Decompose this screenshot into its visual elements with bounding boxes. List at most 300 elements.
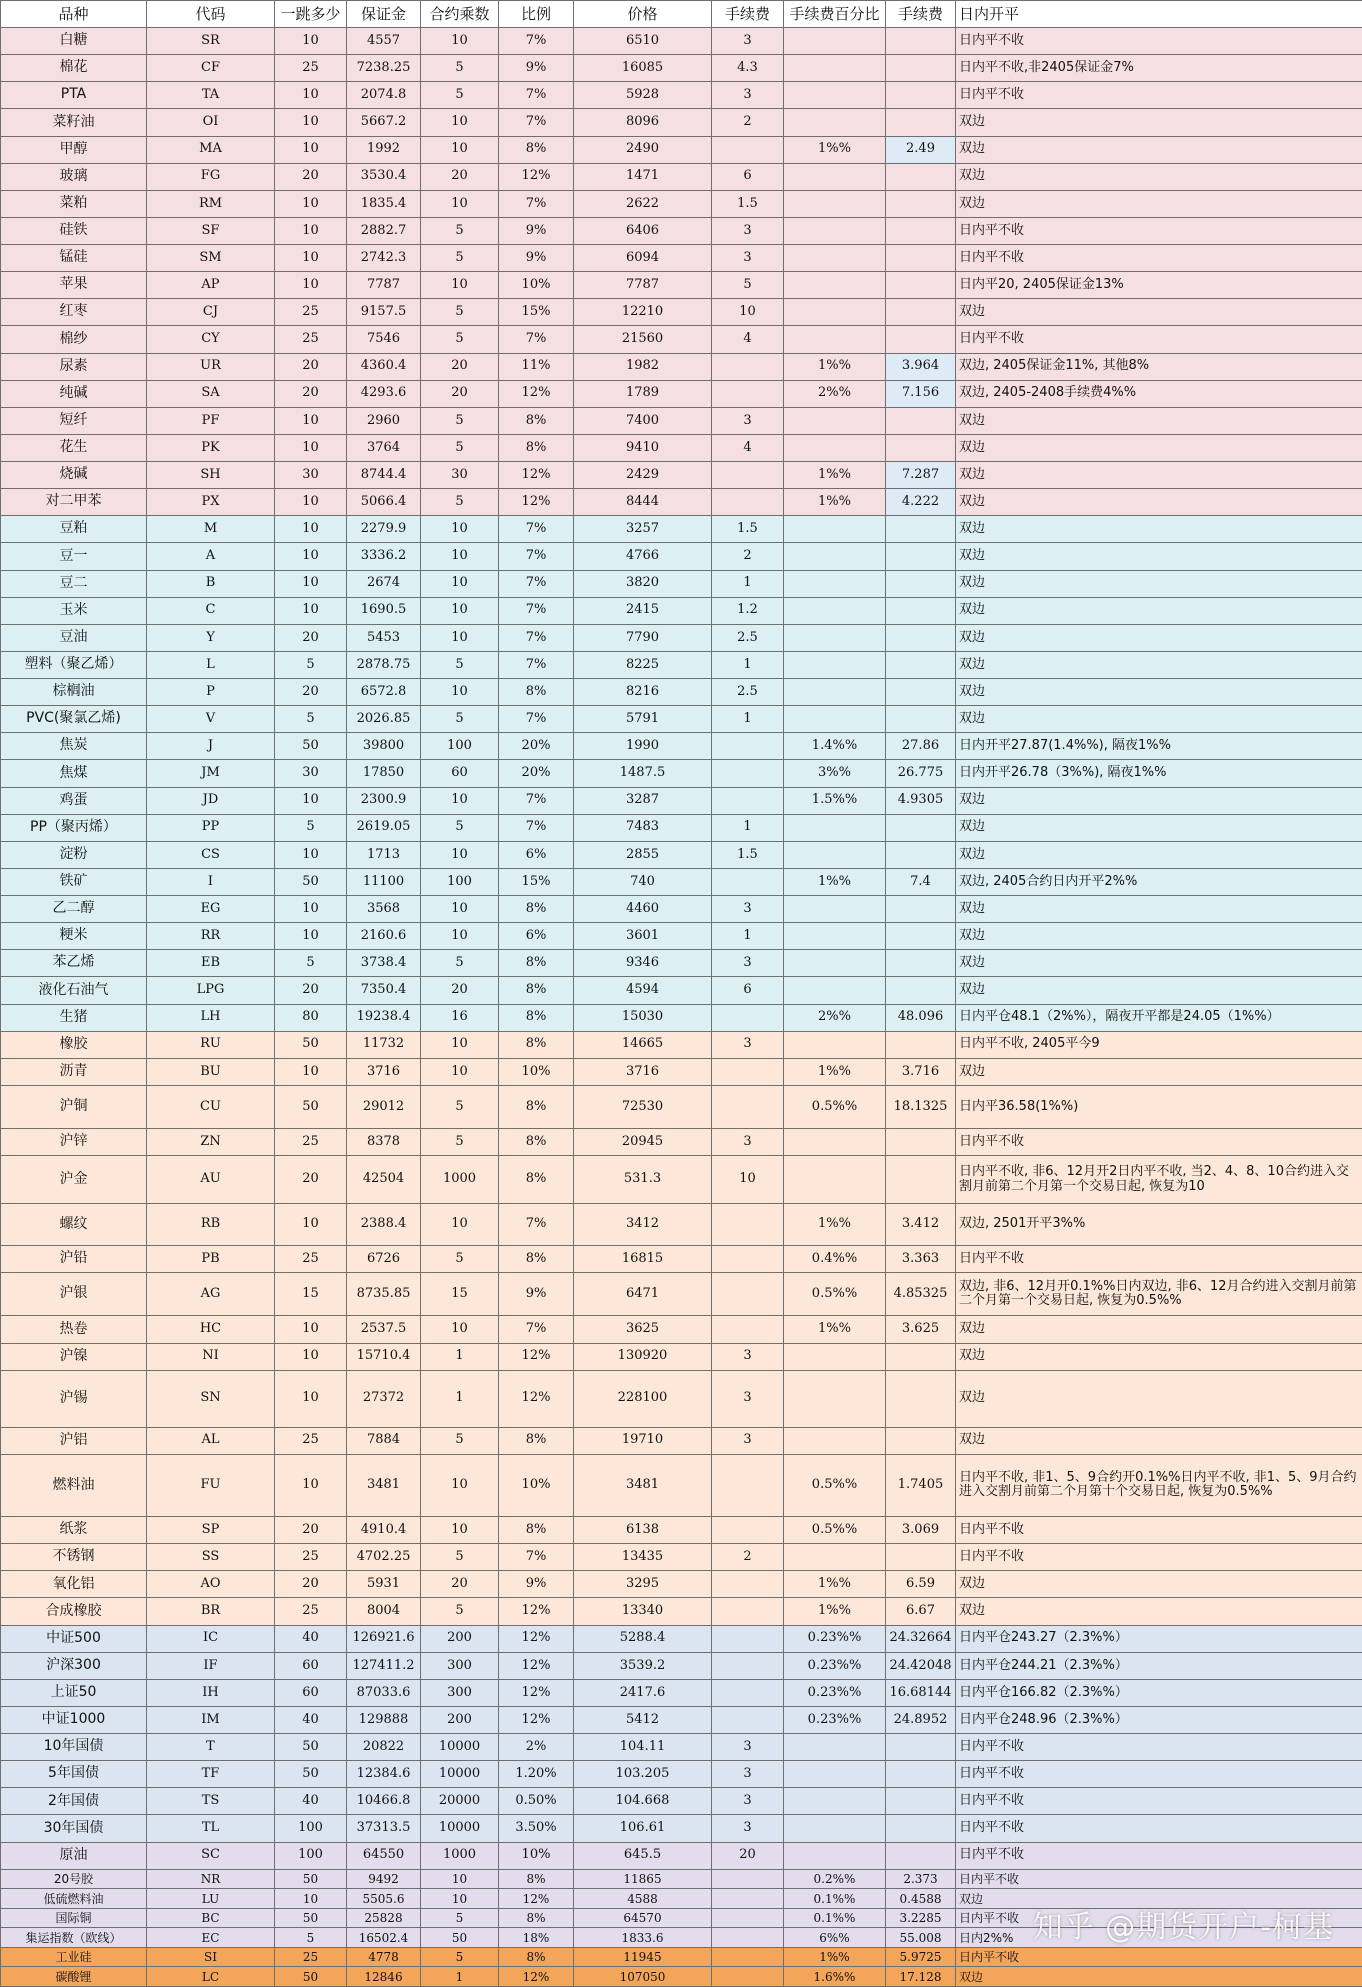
fee	[712, 1679, 784, 1706]
tick-value: 10	[275, 597, 347, 624]
fee: 4.3	[712, 55, 784, 82]
tick-value: 10	[275, 1316, 347, 1343]
price: 19710	[574, 1427, 712, 1454]
table-row	[1, 1203, 1362, 1245]
price: 64570	[574, 1908, 712, 1928]
multiplier: 16	[421, 1004, 499, 1031]
price: 4460	[574, 896, 712, 923]
product-code: CS	[147, 841, 275, 868]
fee: 1.5	[712, 841, 784, 868]
fee-amount: 48.096	[886, 1004, 956, 1031]
multiplier: 300	[421, 1679, 499, 1706]
table-row	[1, 489, 1362, 516]
price: 3287	[574, 787, 712, 814]
tick-value: 50	[275, 1734, 347, 1761]
fee-percent: 6%%	[784, 1928, 886, 1948]
fee: 1	[712, 706, 784, 733]
multiplier: 10	[421, 896, 499, 923]
fee	[712, 1571, 784, 1598]
fee	[712, 1245, 784, 1272]
table-row	[1, 597, 1362, 624]
ratio: 8%	[499, 1004, 574, 1031]
intraday-rule: 日内开平27.87(1.4%%), 隔夜1%%	[956, 733, 1362, 760]
price: 106.61	[574, 1815, 712, 1842]
multiplier: 10	[421, 1058, 499, 1085]
fee-amount: 2.373	[886, 1869, 956, 1889]
fee-amount: 7.287	[886, 462, 956, 489]
margin: 17850	[347, 760, 421, 787]
tick-value: 10	[275, 841, 347, 868]
fee-amount	[886, 1129, 956, 1156]
product-code: EG	[147, 896, 275, 923]
fee: 3	[712, 82, 784, 109]
multiplier: 10	[421, 1889, 499, 1909]
multiplier: 5	[421, 1129, 499, 1156]
price: 7483	[574, 814, 712, 841]
fee-percent	[784, 624, 886, 651]
fee	[712, 868, 784, 895]
table-row	[1, 82, 1362, 109]
tick-value: 10	[275, 272, 347, 299]
multiplier: 10	[421, 787, 499, 814]
table-row	[1, 977, 1362, 1004]
table-row	[1, 299, 1362, 326]
product-name: 螺纹	[1, 1203, 147, 1245]
margin: 7787	[347, 272, 421, 299]
ratio: 8%	[499, 1031, 574, 1058]
fee-percent	[784, 679, 886, 706]
intraday-rule: 双边	[956, 407, 1362, 434]
tick-value: 80	[275, 1004, 347, 1031]
fee	[712, 1889, 784, 1909]
multiplier: 300	[421, 1652, 499, 1679]
header-fee-percent: 手续费百分比	[784, 1, 886, 28]
product-code: AU	[147, 1156, 275, 1203]
price: 13435	[574, 1544, 712, 1571]
fee-percent: 2%%	[784, 380, 886, 407]
ratio: 8%	[499, 1085, 574, 1128]
intraday-rule: 双边, 2405合约日内开平2%%	[956, 868, 1362, 895]
fee	[712, 1928, 784, 1948]
margin: 7884	[347, 1427, 421, 1454]
price: 645.5	[574, 1842, 712, 1869]
table-row	[1, 1706, 1362, 1733]
product-name: 橡胶	[1, 1031, 147, 1058]
intraday-rule: 日内平不收	[956, 1788, 1362, 1815]
table-row	[1, 868, 1362, 895]
ratio: 10%	[499, 1058, 574, 1085]
product-code: OI	[147, 109, 275, 136]
intraday-rule: 双边	[956, 706, 1362, 733]
price: 8216	[574, 679, 712, 706]
tick-value: 40	[275, 1788, 347, 1815]
tick-value: 10	[275, 1203, 347, 1245]
fee-amount	[886, 597, 956, 624]
fee-amount	[886, 272, 956, 299]
product-code: RM	[147, 190, 275, 217]
fee-amount: 18.1325	[886, 1085, 956, 1128]
fee	[712, 136, 784, 163]
intraday-rule: 双边	[956, 136, 1362, 163]
tick-value: 50	[275, 733, 347, 760]
margin: 3336.2	[347, 543, 421, 570]
ratio: 9%	[499, 55, 574, 82]
tick-value: 25	[275, 299, 347, 326]
margin: 2742.3	[347, 245, 421, 272]
multiplier: 5	[421, 651, 499, 678]
product-code: TA	[147, 82, 275, 109]
table-row	[1, 1947, 1362, 1967]
margin: 2388.4	[347, 1203, 421, 1245]
product-name: 5年国债	[1, 1761, 147, 1788]
table-row	[1, 326, 1362, 353]
fee: 3	[712, 896, 784, 923]
table-row	[1, 1815, 1362, 1842]
fee: 3	[712, 1427, 784, 1454]
fee-amount: 6.67	[886, 1598, 956, 1625]
fee-percent	[784, 272, 886, 299]
fee-percent	[784, 1031, 886, 1058]
fee-amount	[886, 109, 956, 136]
fee-percent: 0.23%%	[784, 1679, 886, 1706]
table-row	[1, 1889, 1362, 1909]
ratio: 12%	[499, 1598, 574, 1625]
fee	[712, 1652, 784, 1679]
margin: 4778	[347, 1947, 421, 1967]
intraday-rule: 双边	[956, 1427, 1362, 1454]
tick-value: 10	[275, 1343, 347, 1370]
fee-percent	[784, 1427, 886, 1454]
fee-percent: 0.5%%	[784, 1454, 886, 1516]
table-row	[1, 543, 1362, 570]
intraday-rule: 双边	[956, 462, 1362, 489]
product-name: 集运指数（欧线）	[1, 1928, 147, 1948]
product-name: 沪镍	[1, 1343, 147, 1370]
product-name: 碳酸锂	[1, 1967, 147, 1987]
tick-value: 60	[275, 1652, 347, 1679]
product-code: NI	[147, 1343, 275, 1370]
fee-percent	[784, 1129, 886, 1156]
fee-amount: 7.4	[886, 868, 956, 895]
margin: 11100	[347, 868, 421, 895]
table-row	[1, 1544, 1362, 1571]
multiplier: 10	[421, 190, 499, 217]
multiplier: 5	[421, 1947, 499, 1967]
ratio: 12%	[499, 1370, 574, 1427]
intraday-rule: 日内平不收	[956, 1842, 1362, 1869]
price: 2417.6	[574, 1679, 712, 1706]
tick-value: 100	[275, 1815, 347, 1842]
fee: 6	[712, 977, 784, 1004]
fee: 2.5	[712, 624, 784, 651]
product-code: BU	[147, 1058, 275, 1085]
table-row	[1, 1734, 1362, 1761]
tick-value: 100	[275, 1842, 347, 1869]
fee-percent	[784, 190, 886, 217]
multiplier: 1000	[421, 1156, 499, 1203]
price: 8225	[574, 651, 712, 678]
margin: 12846	[347, 1967, 421, 1987]
multiplier: 10	[421, 516, 499, 543]
ratio: 3.50%	[499, 1815, 574, 1842]
product-code: SP	[147, 1517, 275, 1544]
tick-value: 10	[275, 516, 347, 543]
ratio: 7%	[499, 1203, 574, 1245]
product-name: 棉花	[1, 55, 147, 82]
price: 3257	[574, 516, 712, 543]
margin: 3738.4	[347, 950, 421, 977]
fee-amount	[886, 1156, 956, 1203]
table-row	[1, 814, 1362, 841]
product-code: SA	[147, 380, 275, 407]
product-name: 棉纱	[1, 326, 147, 353]
fee: 3	[712, 245, 784, 272]
ratio: 8%	[499, 1129, 574, 1156]
ratio: 8%	[499, 977, 574, 1004]
tick-value: 10	[275, 190, 347, 217]
fee-amount	[886, 624, 956, 651]
product-name: 尿素	[1, 353, 147, 380]
intraday-rule: 双边	[956, 896, 1362, 923]
product-code: AL	[147, 1427, 275, 1454]
product-code: CJ	[147, 299, 275, 326]
ratio: 8%	[499, 407, 574, 434]
multiplier: 10	[421, 28, 499, 55]
multiplier: 5	[421, 299, 499, 326]
ratio: 20%	[499, 733, 574, 760]
fee-percent: 1.4%%	[784, 733, 886, 760]
price: 5791	[574, 706, 712, 733]
product-code: FG	[147, 163, 275, 190]
margin: 7350.4	[347, 977, 421, 1004]
fee: 1	[712, 651, 784, 678]
ratio: 8%	[499, 136, 574, 163]
intraday-rule: 双边, 2405保证金11%, 其他8%	[956, 353, 1362, 380]
tick-value: 25	[275, 1245, 347, 1272]
product-name: 中证500	[1, 1625, 147, 1652]
fee-amount	[886, 82, 956, 109]
ratio: 8%	[499, 950, 574, 977]
fee-amount: 17.128	[886, 1967, 956, 1987]
fee-amount: 0.4588	[886, 1889, 956, 1909]
price: 103.205	[574, 1761, 712, 1788]
fee-amount	[886, 1427, 956, 1454]
fee: 2.5	[712, 679, 784, 706]
fee: 20	[712, 1842, 784, 1869]
table-row	[1, 1928, 1362, 1948]
intraday-rule: 日内平20, 2405保证金13%	[956, 272, 1362, 299]
product-name: 氧化铝	[1, 1571, 147, 1598]
table-row	[1, 923, 1362, 950]
tick-value: 10	[275, 109, 347, 136]
fee-percent	[784, 1761, 886, 1788]
product-name: 液化石油气	[1, 977, 147, 1004]
table-row	[1, 28, 1362, 55]
table-row	[1, 462, 1362, 489]
product-name: 豆油	[1, 624, 147, 651]
table-row	[1, 516, 1362, 543]
table-row	[1, 1273, 1362, 1316]
price: 5288.4	[574, 1625, 712, 1652]
fee	[712, 1908, 784, 1928]
product-code: TF	[147, 1761, 275, 1788]
margin: 8004	[347, 1598, 421, 1625]
tick-value: 50	[275, 868, 347, 895]
header-name: 品种	[1, 1, 147, 28]
product-name: 对二甲苯	[1, 489, 147, 516]
table-row	[1, 1571, 1362, 1598]
table-row	[1, 1788, 1362, 1815]
margin: 5066.4	[347, 489, 421, 516]
fee-amount: 24.42048	[886, 1652, 956, 1679]
product-name: 苯乙烯	[1, 950, 147, 977]
fee: 1	[712, 923, 784, 950]
product-code: TS	[147, 1788, 275, 1815]
fee-percent	[784, 1544, 886, 1571]
fee: 3	[712, 1129, 784, 1156]
intraday-rule: 日内平不收	[956, 1544, 1362, 1571]
intraday-rule: 日内平仓48.1（2%%），隔夜开平都是24.05（1%%）	[956, 1004, 1362, 1031]
price: 20945	[574, 1129, 712, 1156]
ratio: 7%	[499, 597, 574, 624]
table-row	[1, 163, 1362, 190]
intraday-rule: 双边	[956, 489, 1362, 516]
fee-amount	[886, 1544, 956, 1571]
multiplier: 5	[421, 706, 499, 733]
fee-percent: 1.6%%	[784, 1967, 886, 1987]
product-name: 淀粉	[1, 841, 147, 868]
fee-percent	[784, 434, 886, 461]
fee-amount: 3.2285	[886, 1908, 956, 1928]
fee-percent	[784, 407, 886, 434]
product-code: CU	[147, 1085, 275, 1128]
product-name: 棕榈油	[1, 679, 147, 706]
product-code: AG	[147, 1273, 275, 1316]
table-row	[1, 1598, 1362, 1625]
fee-amount: 24.8952	[886, 1706, 956, 1733]
fee: 3	[712, 1815, 784, 1842]
tick-value: 25	[275, 326, 347, 353]
tick-value: 25	[275, 1129, 347, 1156]
multiplier: 10	[421, 1031, 499, 1058]
fee-percent	[784, 1370, 886, 1427]
product-name: 甲醇	[1, 136, 147, 163]
price: 11865	[574, 1869, 712, 1889]
fee	[712, 1454, 784, 1516]
ratio: 6%	[499, 841, 574, 868]
fee-amount	[886, 28, 956, 55]
fee	[712, 760, 784, 787]
price: 107050	[574, 1967, 712, 1987]
fee-percent	[784, 814, 886, 841]
product-code: PK	[147, 434, 275, 461]
header-code: 代码	[147, 1, 275, 28]
price: 6471	[574, 1273, 712, 1316]
product-name: 沪银	[1, 1273, 147, 1316]
product-name: 硅铁	[1, 217, 147, 244]
table-row	[1, 1427, 1362, 1454]
product-code: NR	[147, 1869, 275, 1889]
tick-value: 5	[275, 651, 347, 678]
multiplier: 1	[421, 1370, 499, 1427]
intraday-rule: 日内平不收,非2405保证金7%	[956, 55, 1362, 82]
margin: 3568	[347, 896, 421, 923]
tick-value: 10	[275, 136, 347, 163]
margin: 5505.6	[347, 1889, 421, 1909]
tick-value: 10	[275, 217, 347, 244]
price: 5928	[574, 82, 712, 109]
ratio: 11%	[499, 353, 574, 380]
product-name: 10年国债	[1, 1734, 147, 1761]
fee-amount	[886, 299, 956, 326]
fee: 3	[712, 217, 784, 244]
product-code: MA	[147, 136, 275, 163]
fee-percent	[784, 896, 886, 923]
margin: 3530.4	[347, 163, 421, 190]
product-name: PVC(聚氯乙烯)	[1, 706, 147, 733]
fee-percent: 0.23%%	[784, 1706, 886, 1733]
price: 228100	[574, 1370, 712, 1427]
intraday-rule: 双边	[956, 190, 1362, 217]
table-row	[1, 109, 1362, 136]
fee-percent	[784, 1815, 886, 1842]
price: 3295	[574, 1571, 712, 1598]
product-name: 20号胶	[1, 1869, 147, 1889]
table-row	[1, 217, 1362, 244]
margin: 126921.6	[347, 1625, 421, 1652]
ratio: 7%	[499, 543, 574, 570]
header-fee: 手续费	[712, 1, 784, 28]
intraday-rule: 日内平不收	[956, 326, 1362, 353]
tick-value: 10	[275, 923, 347, 950]
product-name: PTA	[1, 82, 147, 109]
intraday-rule: 双边	[956, 570, 1362, 597]
ratio: 9%	[499, 1571, 574, 1598]
fee-percent: 0.5%%	[784, 1273, 886, 1316]
table-row	[1, 760, 1362, 787]
fee-amount	[886, 163, 956, 190]
product-code: RU	[147, 1031, 275, 1058]
tick-value: 50	[275, 1085, 347, 1128]
tick-value: 15	[275, 1273, 347, 1316]
multiplier: 60	[421, 760, 499, 787]
price: 3820	[574, 570, 712, 597]
tick-value: 10	[275, 570, 347, 597]
multiplier: 10	[421, 1316, 499, 1343]
product-name: 不锈钢	[1, 1544, 147, 1571]
ratio: 8%	[499, 679, 574, 706]
price: 2490	[574, 136, 712, 163]
product-code: CF	[147, 55, 275, 82]
intraday-rule: 日内开平26.78（3%%), 隔夜1%%	[956, 760, 1362, 787]
product-code: AO	[147, 1571, 275, 1598]
fee-percent: 0.5%%	[784, 1085, 886, 1128]
multiplier: 10	[421, 109, 499, 136]
fee: 3	[712, 1734, 784, 1761]
product-code: L	[147, 651, 275, 678]
fee-percent	[784, 1343, 886, 1370]
margin: 15710.4	[347, 1343, 421, 1370]
multiplier: 1000	[421, 1842, 499, 1869]
margin: 3764	[347, 434, 421, 461]
fee-amount: 6.59	[886, 1571, 956, 1598]
margin: 2882.7	[347, 217, 421, 244]
fee-percent	[784, 841, 886, 868]
fee-percent: 0.1%%	[784, 1889, 886, 1909]
product-code: PP	[147, 814, 275, 841]
fee-amount	[886, 245, 956, 272]
fee-amount	[886, 950, 956, 977]
